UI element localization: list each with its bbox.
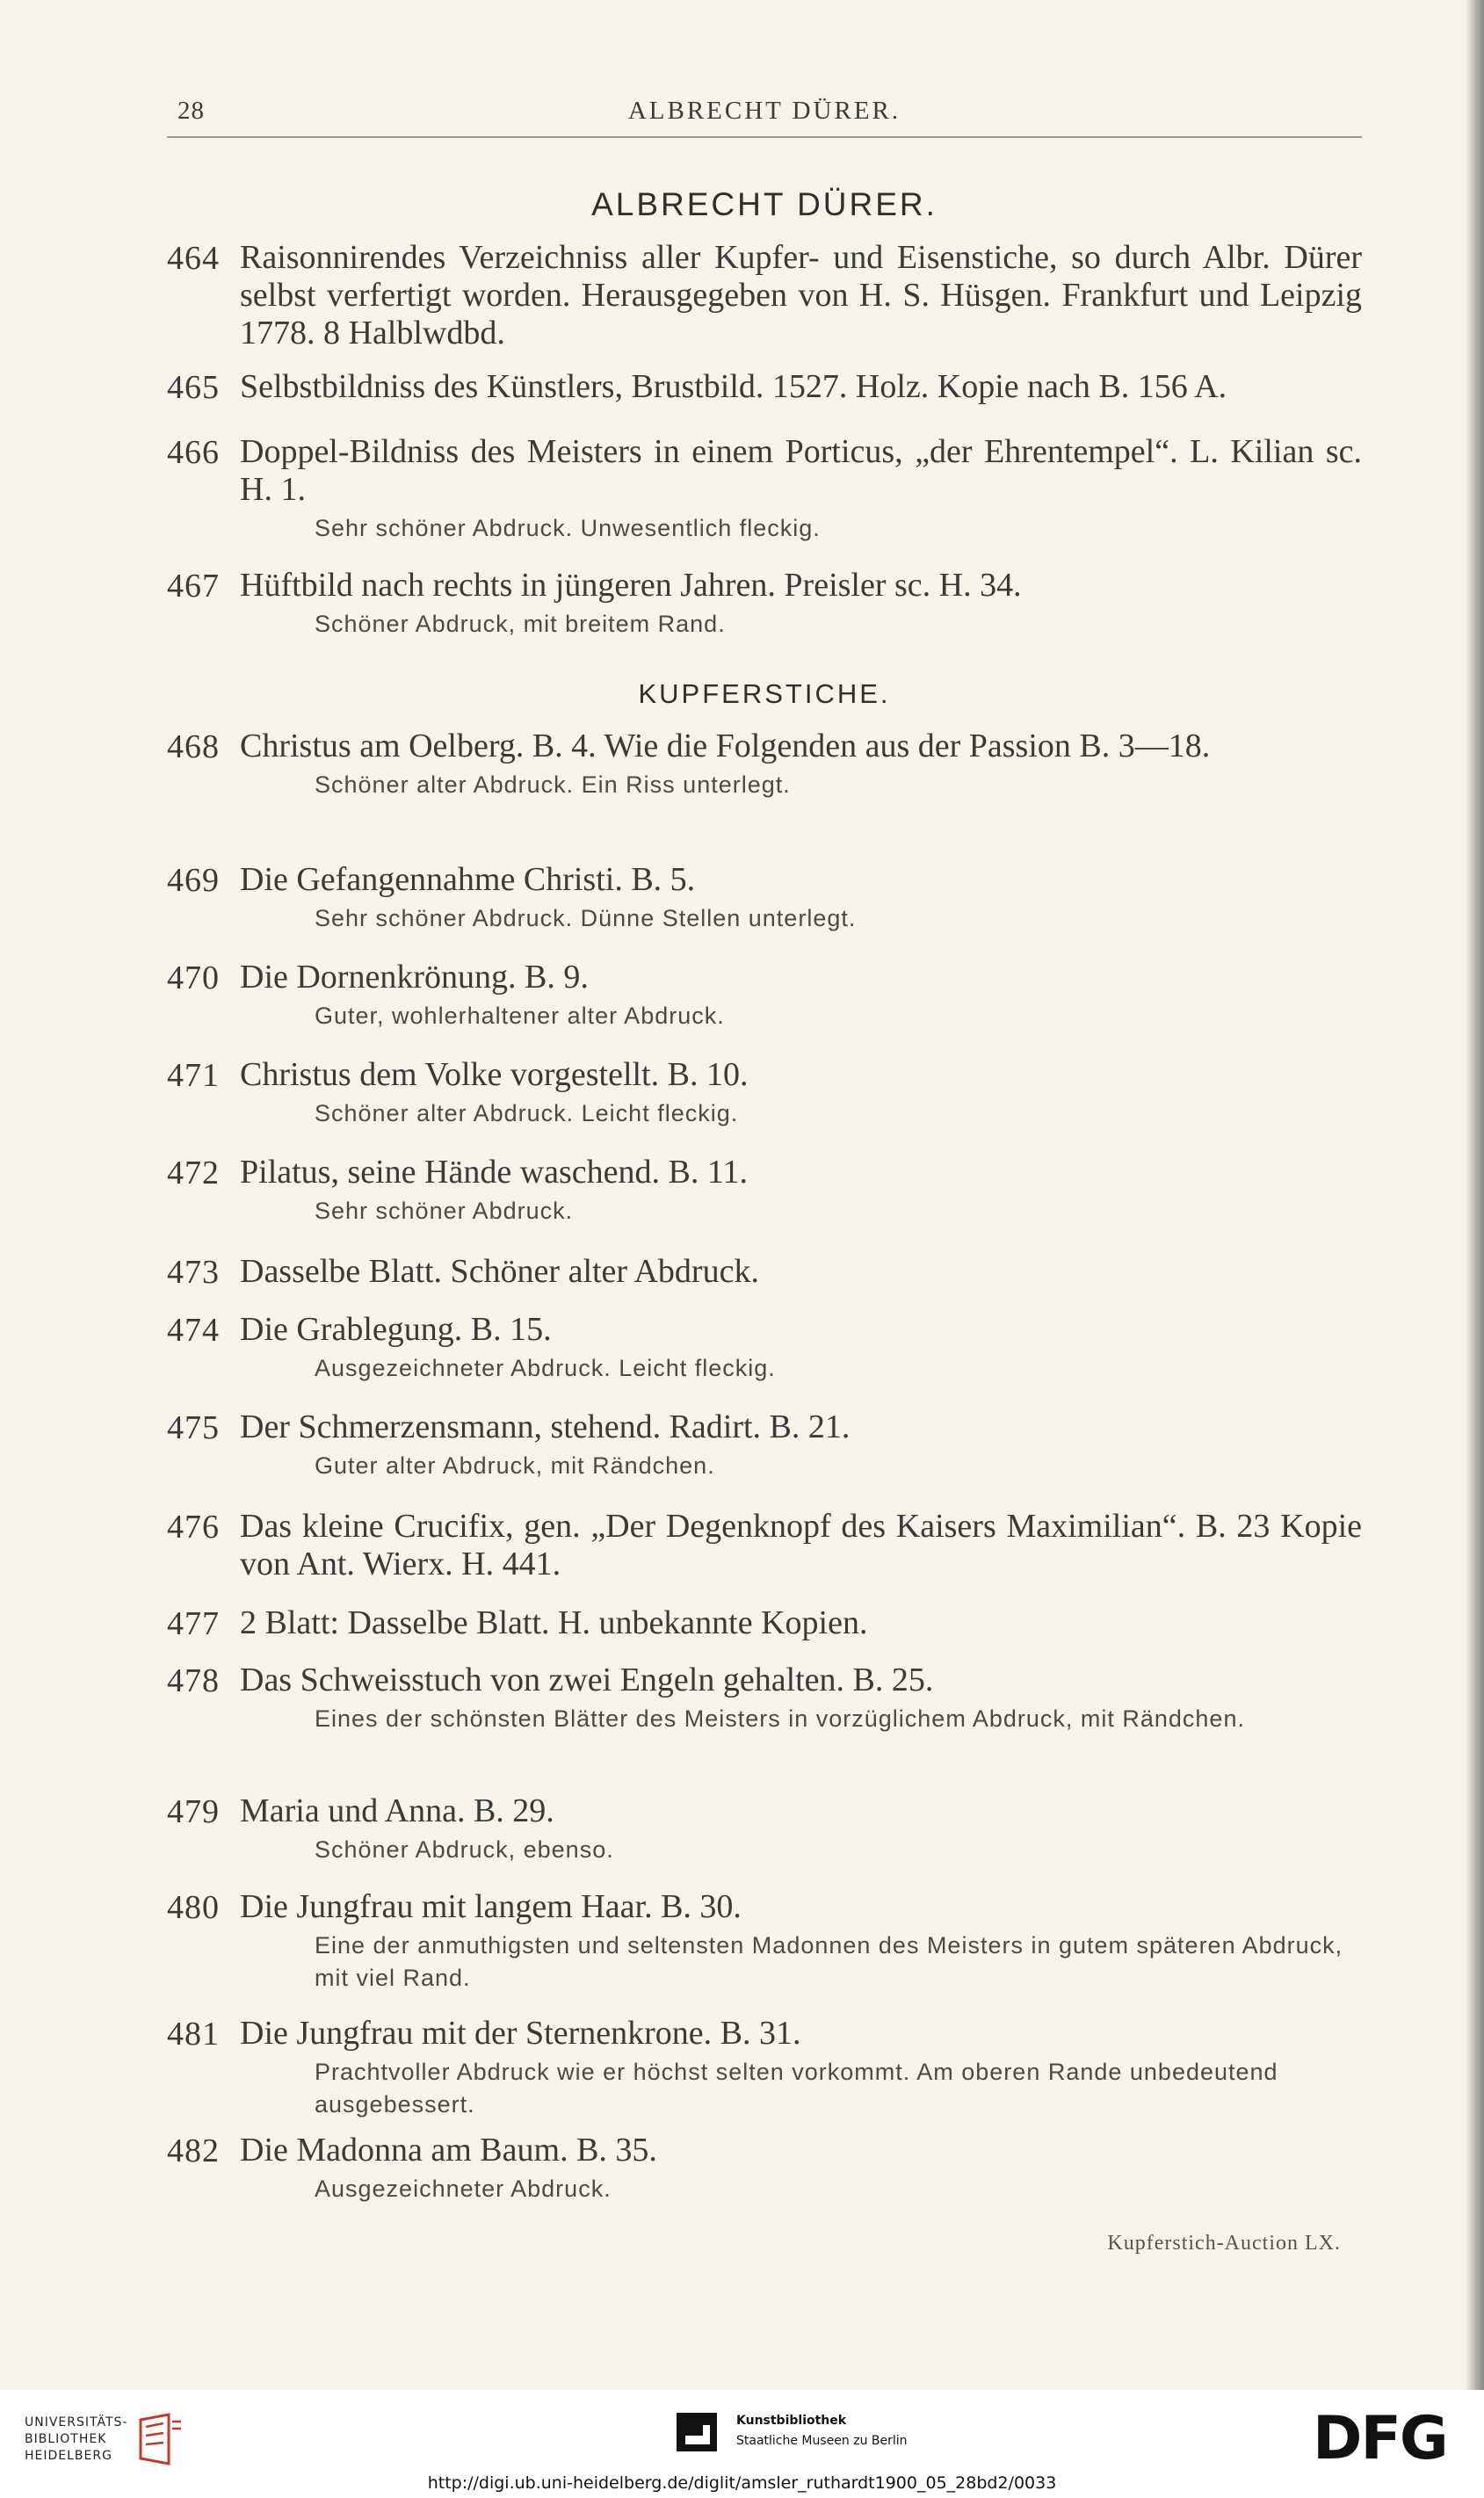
catalog-entry bbox=[167, 239, 1362, 352]
catalog-entry bbox=[167, 433, 1362, 545]
entry-text: Die Jungfrau mit langem Haar. B. 30. bbox=[240, 1888, 742, 1925]
entry-number: 472 bbox=[167, 1155, 220, 1191]
running-title: ALBRECHT DÜRER. bbox=[627, 97, 901, 125]
entry-text: 2 Blatt: Dasselbe Blatt. H. unbekannte Kopien. bbox=[240, 1604, 868, 1641]
entry-note: Sehr schöner Abdruck. bbox=[315, 1198, 574, 1224]
catalog-entry bbox=[167, 1888, 1362, 1995]
entry-number: 480 bbox=[167, 1889, 220, 1926]
kunstbibliothek-logo-icon bbox=[677, 2413, 717, 2451]
entry-note: Eines der schönsten Blätter des Meisters in vorzüglichem Abdruck, mit Rändchen. bbox=[315, 1705, 1245, 1732]
catalog-entry bbox=[167, 861, 1362, 935]
catalog-entry bbox=[167, 567, 1362, 641]
entry-number: 474 bbox=[167, 1312, 220, 1349]
entry-note: Guter, wohlerhaltener alter Abdruck. bbox=[315, 1003, 725, 1029]
kunstbibliothek-title: Kunstbibliothek bbox=[736, 2414, 847, 2428]
digitization-footer bbox=[0, 2390, 1484, 2498]
catalog-entry bbox=[167, 1792, 1362, 1866]
catalog-entry bbox=[167, 2132, 1362, 2205]
entry-note: Sehr schöner Abdruck. Dünne Stellen unterlegt. bbox=[315, 905, 857, 931]
catalog-entry bbox=[167, 1311, 1362, 1385]
entry-text: Die Jungfrau mit der Sternenkrone. B. 31. bbox=[240, 2015, 801, 2052]
catalog-entry bbox=[167, 1508, 1362, 1583]
entry-note: Ausgezeichneter Abdruck. bbox=[315, 2176, 612, 2202]
university-line: BIBLIOTHEK bbox=[25, 2432, 107, 2446]
entry-number: 479 bbox=[167, 1793, 220, 1830]
entry-text: Dasselbe Blatt. Schöner alter Abdruck. bbox=[240, 1253, 759, 1290]
entry-number: 465 bbox=[167, 369, 220, 406]
entry-number: 467 bbox=[167, 568, 220, 605]
university-line: HEIDELBERG bbox=[25, 2449, 112, 2463]
entry-number: 478 bbox=[167, 1662, 220, 1699]
entry-number: 473 bbox=[167, 1254, 220, 1291]
entry-text: Das kleine Crucifix, gen. „Der Degenknopf des Kaisers Maximilian“. B. 23 Kopie von Ant. Wierx. H. 441. bbox=[240, 1508, 1362, 1582]
entry-number: 482 bbox=[167, 2132, 220, 2169]
entry-note: Ausgezeichneter Abdruck. Leicht fleckig. bbox=[315, 1355, 776, 1381]
catalog-entry bbox=[167, 1604, 1362, 1642]
entry-number: 481 bbox=[167, 2016, 220, 2053]
entry-number: 466 bbox=[167, 434, 220, 471]
entry-note: Schöner Abdruck, mit breitem Rand. bbox=[315, 611, 726, 637]
entry-number: 464 bbox=[167, 240, 220, 277]
catalog-entry bbox=[167, 1154, 1362, 1227]
entry-text: Die Grablegung. B. 15. bbox=[240, 1311, 552, 1348]
catalog-entry bbox=[167, 728, 1362, 801]
entry-note: Schöner Abdruck, ebenso. bbox=[315, 1836, 614, 1863]
entry-note: Eine der anmuthigsten und seltensten Madonnen des Meisters in gutem späteren Abdruck, mit viel Rand. bbox=[315, 1932, 1343, 1991]
book-edge-shadow bbox=[1466, 0, 1484, 2390]
entry-note: Prachtvoller Abdruck wie er höchst selten vorkommt. Am oberen Rande unbedeutend ausgebessert. bbox=[315, 2059, 1278, 2118]
catalog-entry bbox=[167, 368, 1362, 406]
entry-number: 471 bbox=[167, 1057, 220, 1094]
dfg-logo: DFG bbox=[1313, 2404, 1447, 2473]
university-logo-icon bbox=[134, 2409, 186, 2471]
entry-text: Das Schweisstuch von zwei Engeln gehalten. B. 25. bbox=[240, 1662, 934, 1698]
entry-text: Doppel-Bildniss des Meisters in einem Porticus, „der Ehrentempel“. L. Kilian sc. H. 1. bbox=[240, 433, 1362, 508]
entry-text: Die Dornenkrönung. B. 9. bbox=[240, 959, 589, 996]
catalog-entry bbox=[167, 1253, 1362, 1291]
subsection-title: KUPFERSTICHE. bbox=[638, 678, 891, 709]
entry-number: 470 bbox=[167, 959, 220, 996]
entry-note: Schöner alter Abdruck. Leicht fleckig. bbox=[315, 1100, 739, 1126]
entry-text: Christus am Oelberg. B. 4. Wie die Folgenden aus der Passion B. 3—18. bbox=[240, 728, 1211, 764]
entry-note: Sehr schöner Abdruck. Unwesentlich fleckig. bbox=[315, 515, 821, 541]
entry-text: Pilatus, seine Hände waschend. B. 11. bbox=[240, 1154, 748, 1191]
university-library-label bbox=[25, 2415, 127, 2465]
entry-number: 476 bbox=[167, 1509, 220, 1546]
university-line: UNIVERSITÄTS- bbox=[25, 2415, 128, 2429]
entry-text: Die Gefangennahme Christi. B. 5. bbox=[240, 861, 696, 898]
entry-note: Schöner alter Abdruck. Ein Riss unterlegt. bbox=[315, 771, 791, 798]
entry-number: 469 bbox=[167, 862, 220, 899]
entry-text: Die Madonna am Baum. B. 35. bbox=[240, 2132, 657, 2169]
catalog-entry bbox=[167, 2015, 1362, 2121]
entry-note: Guter alter Abdruck, mit Rändchen. bbox=[315, 1452, 715, 1479]
catalog-entry bbox=[167, 1408, 1362, 1482]
page-number: 28 bbox=[177, 97, 205, 125]
entry-number: 477 bbox=[167, 1605, 220, 1642]
kunstbibliothek-subtitle: Staatliche Museen zu Berlin bbox=[736, 2434, 908, 2448]
catalog-entry bbox=[167, 1056, 1362, 1130]
catalog-entry bbox=[167, 1662, 1362, 1735]
catalog-entry bbox=[167, 959, 1362, 1032]
entry-text: Selbstbildniss des Künstlers, Brustbild. 1527. Holz. Kopie nach B. 156 A. bbox=[240, 368, 1227, 405]
running-head bbox=[167, 92, 1362, 138]
kunstbibliothek-label bbox=[736, 2411, 908, 2451]
entry-number: 468 bbox=[167, 728, 220, 765]
entry-text: Maria und Anna. B. 29. bbox=[240, 1792, 554, 1829]
entry-text: Christus dem Volke vorgestellt. B. 10. bbox=[240, 1056, 749, 1093]
section-title: ALBRECHT DÜRER. bbox=[591, 186, 937, 222]
entry-text: Der Schmerzensmann, stehend. Radirt. B. 21. bbox=[240, 1408, 851, 1445]
entry-text: Hüftbild nach rechts in jüngeren Jahren. Preisler sc. H. 34. bbox=[240, 567, 1022, 604]
catalog-footer-note: Kupferstich-Auction LX. bbox=[1107, 2232, 1341, 2255]
entry-text: Raisonnirendes Verzeichniss aller Kupfer- und Eisenstiche, so durch Albr. Dürer selbst verfertigt worden. Herausgegeben von H. S. Hüsgen. Frankfurt und Leipzig 1778. 8 Halblwdbd. bbox=[240, 239, 1362, 351]
entry-number: 475 bbox=[167, 1409, 220, 1446]
source-url[interactable]: http://digi.ub.uni-heidelberg.de/diglit/amsler_ruthardt1900_05_28bd2/0033 bbox=[427, 2473, 1057, 2493]
